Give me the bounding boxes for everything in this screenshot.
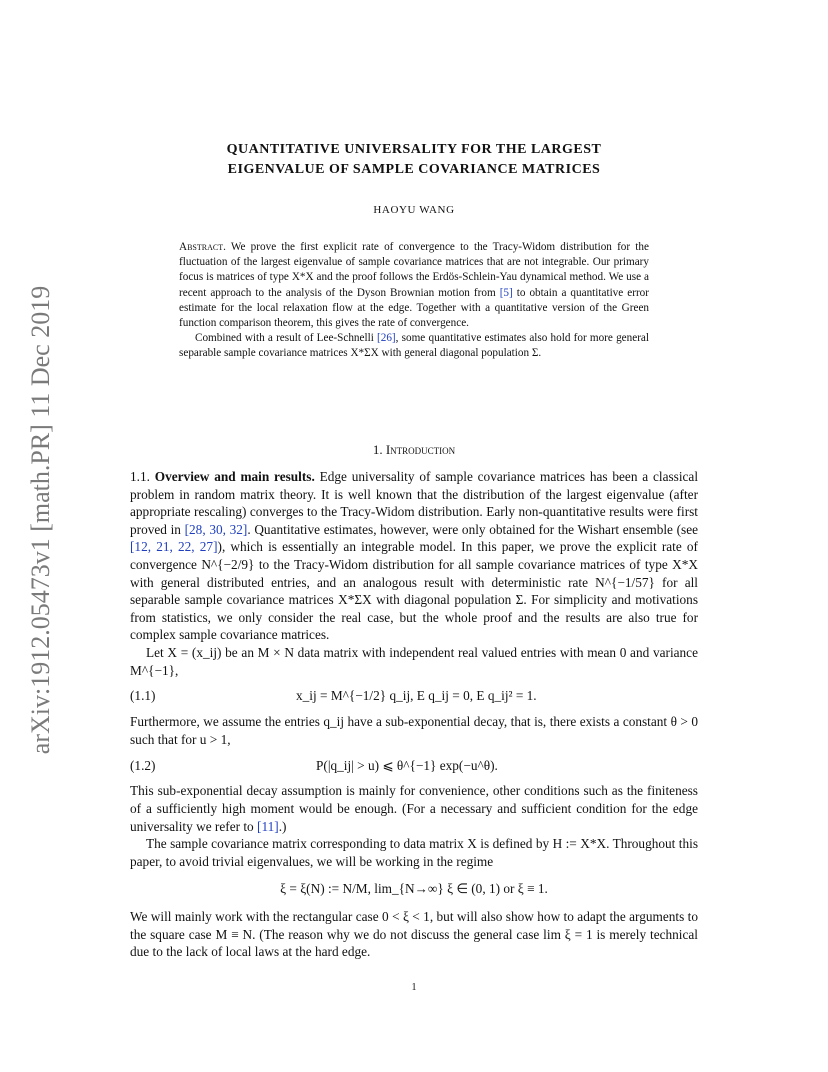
section-number: 1. [372,442,383,457]
abstract-paragraph-2 [179,331,649,361]
abstract-text-1b: to obtain a quantitative error estimate for the local relaxation flow at the edge. Together with a quantitative version of the Green function comparison theorem, this gives the rate of convergence. [179,286,649,330]
abstract-label: Abstract. [179,241,226,253]
title-line-1: QUANTITATIVE UNIVERSALITY FOR THE LARGEST [226,142,602,157]
abstract [179,240,649,362]
abstract-paragraph-1 [179,240,649,331]
arxiv-stamp-text: arXiv:1912.05473v1 [math.PR] 11 Dec 2019 [26,285,56,755]
paragraph-4b: .) [278,818,287,834]
paragraph-5: The sample covariance matrix corresponding to data matrix X is defined by H := X*X. Throughout this paper, to avoid trivial eigenvalues, we will be working in the regime [130,836,698,869]
subsection-title: Overview and main results. [154,469,315,484]
equation-number: (1.2) [130,757,156,773]
citation-link[interactable]: [28, 30, 32] [184,521,248,537]
title-line-2: EIGENVALUE OF SAMPLE COVARIANCE MATRICES [227,162,601,177]
page-number: 1 [411,982,417,993]
paragraph-6: We will mainly work with the rectangular case 0 < ξ < 1, but will also show how to adapt the arguments to the square case M ≡ N. (The reason why we do not discuss the general case lim ξ = 1 is merely technical due to the lack of local laws at the hard edge. [130,909,698,960]
equation-content: ξ = ξ(N) := N/M, lim_{N→∞} ξ ∈ (0, 1) or ξ ≡ 1. [280,881,548,897]
citation-link[interactable]: [12, 21, 22, 27] [130,539,218,555]
paragraph-1a: Edge universality of sample covariance matrices has been a classical problem in random matrix theory. It is well known that the distribution of the largest eigenvalue (after appropriate rescaling) converges to the Tracy-Widom distribution. Early non-quantitative results were first proved in [130,469,699,537]
paragraph-3: Furthermore, we assume the entries q_ij have a sub-exponential decay, that is, there exists a constant θ > 0 such that for u > 1, [130,714,698,747]
paragraph-1b: . Quantitative estimates, however, were only obtained for the Wishart ensemble (see [247,521,699,537]
abstract-text-2b: , some quantitative estimates also hold for more general separable sample covariance matrices X*ΣX with general diagonal population Σ. [179,332,649,360]
paragraph-1c: ), which is essentially an integrable model. In this paper, we prove the explicit rate of convergence N^{−2/9} to the Tracy-Widom distribution for all sample covariance matrices of type X*X with general distributed entries, and an analogous result with deterministic rate N^{−1/57} for all separable sample covariance matrices X*ΣX with diagonal population Σ. For simplicity and motivations from statistics, we only consider the real case, but the whole proof and the results are also true for complex sample covariance matrices. [130,539,698,643]
paper-title [130,140,698,180]
equation-number: (1.1) [130,688,156,704]
paragraph-4 [130,782,698,835]
paragraph-1 [130,468,698,644]
equation-content: P(|q_ij| > u) ⩽ θ^{−1} exp(−u^θ). [316,757,498,773]
subsection-number: 1.1. [130,469,150,484]
section-title: Introduction [385,442,456,457]
equation-content: x_ij = M^{−1/2} q_ij, E q_ij = 0, E q_ij² = 1. [296,688,537,704]
section-heading [130,442,698,458]
abstract-text-1a: We prove the first explicit rate of convergence to the Tracy-Widom distribution for the fluctuation of the largest eigenvalue of sample covariance matrices that are not integrable. Our primary focus is matrices of type X*X and the proof follows the Erdös-Schlein-Yau dynamical method. We use a recent approach to the analysis of the Dyson Brownian motion from [179,241,649,299]
equation-1-1 [130,681,698,711]
body-text [130,468,698,961]
citation-link[interactable]: [26] [377,332,396,345]
equation-regime [130,872,698,906]
citation-link[interactable]: [11] [257,818,279,834]
arxiv-stamp [21,240,61,800]
abstract-text-2a: Combined with a result of Lee-Schnelli [195,332,374,345]
equation-1-2 [130,750,698,780]
paragraph-4a: This sub-exponential decay assumption is mainly for convenience, other conditions such as the finiteness of a sufficiently high moment would be enough. (For a necessary and sufficient condition for the edge universality we refer to [130,783,698,834]
author: HAOYU WANG [373,204,455,216]
citation-link[interactable]: [5] [499,286,513,299]
paragraph-2: Let X = (x_ij) be an M × N data matrix with independent real valued entries with mean 0 and variance M^{−1}, [130,644,698,678]
